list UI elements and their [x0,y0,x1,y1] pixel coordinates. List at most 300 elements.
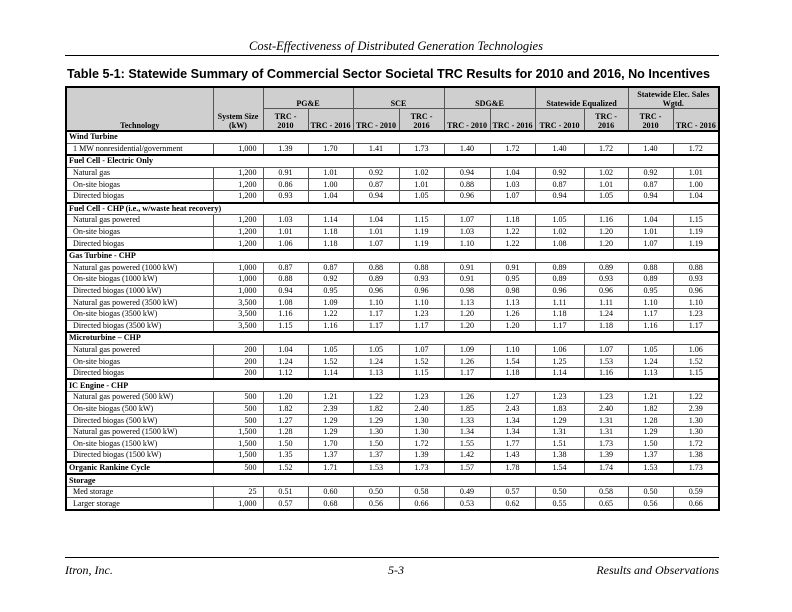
trc-value-cell: 1.16 [628,320,673,332]
trc-value-cell: 1.14 [535,367,584,379]
trc-value-cell: 1.04 [353,215,399,227]
trc-value-cell: 1.31 [584,426,628,438]
trc-value-cell: 1.29 [353,415,399,427]
technology-cell: Natural gas powered [66,215,213,227]
technology-cell: Natural gas powered (1500 kW) [66,426,213,438]
trc-value-cell: 0.49 [444,486,490,498]
trc-value-cell: 0.87 [628,179,673,191]
trc-value-cell: 1.52 [308,356,353,368]
group-header-row [66,155,719,167]
trc-value-cell: 1.30 [673,426,719,438]
trc-value-cell: 1.18 [535,308,584,320]
trc-value-cell: 1.23 [399,392,444,404]
table-row [66,308,719,320]
table-title: Table 5-1: Statewide Summary of Commercial Sector Societal TRC Results for 2010 and 2016, No Incentives [67,67,710,81]
header-sce: SCE [353,87,444,109]
trc-value-cell: 0.91 [490,262,535,274]
trc-value-cell: 1.20 [444,308,490,320]
trc-value-cell: 1.82 [628,403,673,415]
trc-value-cell: 1.04 [263,344,308,356]
technology-cell: On-site biogas (3500 kW) [66,308,213,320]
technology-cell: Natural gas powered (500 kW) [66,392,213,404]
trc-value-cell: 0.96 [584,285,628,297]
trc-value-cell: 1.34 [444,426,490,438]
trc-value-cell: 1.50 [628,438,673,450]
trc-value-cell: 1.73 [584,438,628,450]
system-size-cell: 1,200 [213,226,263,238]
trc-value-cell: 1.15 [673,367,719,379]
trc-value-cell: 1.01 [628,226,673,238]
trc-value-cell: 1.06 [263,238,308,250]
trc-value-cell: 0.87 [535,179,584,191]
trc-value-cell: 1.40 [444,143,490,155]
trc-value-cell: 1.73 [399,143,444,155]
system-size-cell: 200 [213,356,263,368]
trc-value-cell: 1.21 [628,392,673,404]
trc-value-cell: 1.37 [308,450,353,462]
table-row [66,143,719,155]
trc-value-cell: 1.33 [444,415,490,427]
trc-value-cell: 1.23 [673,308,719,320]
trc-value-cell: 1.73 [399,462,444,475]
trc-value-cell: 1.41 [353,143,399,155]
trc-value-cell: 1.17 [444,367,490,379]
trc-value-cell: 1.08 [535,238,584,250]
header-system-size: System Size (kW) [213,109,263,132]
trc-value-cell: 0.58 [584,486,628,498]
trc-value-cell: 1.30 [399,415,444,427]
trc-value-cell: 1.05 [353,344,399,356]
trc-value-cell: 1.26 [490,308,535,320]
trc-value-cell: 1.22 [353,392,399,404]
trc-value-cell: 1.53 [353,462,399,475]
trc-value-cell: 1.40 [628,143,673,155]
system-size-cell: 1,000 [213,285,263,297]
trc-value-cell: 1.08 [263,297,308,309]
page-number: 5-3 [388,563,404,577]
group-header-row [66,250,719,262]
trc-value-cell: 1.23 [584,392,628,404]
trc-value-cell: 1.19 [673,238,719,250]
trc-value-cell: 1.73 [673,462,719,475]
trc-value-cell: 1.30 [399,426,444,438]
trc-value-cell: 1.20 [584,238,628,250]
trc-value-cell: 0.92 [308,274,353,286]
trc-value-cell: 1.07 [490,190,535,202]
trc-value-cell: 1.18 [308,238,353,250]
trc-value-cell: 2.39 [308,403,353,415]
table-row [66,498,719,510]
trc-value-cell: 1.34 [490,415,535,427]
trc-value-cell: 1.74 [584,462,628,475]
trc-value-cell: 1.13 [353,367,399,379]
system-size-cell: 25 [213,486,263,498]
table-row [66,344,719,356]
header-technology: Technology [66,109,213,132]
system-size-cell: 3,500 [213,320,263,332]
system-size-cell: 200 [213,367,263,379]
table-row [66,274,719,286]
trc-value-cell: 0.91 [444,274,490,286]
trc-value-cell: 1.06 [535,344,584,356]
table-row [66,190,719,202]
trc-value-cell: 1.00 [673,179,719,191]
trc-results-table [65,86,720,511]
trc-value-cell: 0.60 [308,486,353,498]
header-trc-2010: TRC - 2010 [535,109,584,132]
trc-value-cell: 1.29 [535,415,584,427]
trc-value-cell: 1.15 [399,215,444,227]
trc-value-cell: 1.07 [353,238,399,250]
trc-value-cell: 1.04 [308,190,353,202]
system-size-cell: 1,200 [213,167,263,179]
trc-value-cell: 1.29 [308,415,353,427]
trc-value-cell: 0.94 [628,190,673,202]
trc-value-cell: 0.88 [263,274,308,286]
table-row [66,392,719,404]
trc-value-cell: 1.03 [490,179,535,191]
trc-value-cell: 1.52 [673,356,719,368]
trc-value-cell: 1.26 [444,356,490,368]
header-blank [213,87,263,109]
trc-value-cell: 1.16 [584,215,628,227]
header-trc-2016: TRC - 2016 [490,109,535,132]
trc-value-cell: 1.16 [584,367,628,379]
header-rule [65,55,719,56]
trc-value-cell: 0.89 [353,274,399,286]
trc-value-cell: 1.53 [628,462,673,475]
header-pge: PG&E [263,87,353,109]
trc-value-cell: 1.20 [490,320,535,332]
trc-value-cell: 0.93 [263,190,308,202]
group-header-row [66,379,719,391]
group-label: Storage [66,474,719,486]
header-trc-2016: TRC - 2016 [673,109,719,132]
trc-value-cell: 1.01 [263,226,308,238]
trc-value-cell: 0.89 [535,274,584,286]
trc-value-cell: 1.72 [584,143,628,155]
trc-value-cell: 1.02 [535,226,584,238]
group-label: Gas Turbine - CHP [66,250,719,262]
trc-value-cell: 1.20 [263,392,308,404]
group-header-row [66,131,719,143]
trc-value-cell: 1.19 [673,226,719,238]
trc-value-cell: 1.20 [584,226,628,238]
system-size-cell: 1,500 [213,438,263,450]
system-size-cell: 1,500 [213,426,263,438]
system-size-cell: 1,000 [213,143,263,155]
system-size-cell: 1,200 [213,238,263,250]
trc-value-cell: 0.96 [444,190,490,202]
trc-value-cell: 1.12 [263,367,308,379]
trc-value-cell: 1.18 [490,367,535,379]
trc-value-cell: 1.30 [673,415,719,427]
trc-value-cell: 1.17 [535,320,584,332]
technology-cell: Larger storage [66,498,213,510]
trc-value-cell: 0.59 [673,486,719,498]
trc-value-cell: 1.16 [308,320,353,332]
trc-value-cell: 1.10 [353,297,399,309]
system-size-cell: 1,200 [213,179,263,191]
trc-value-cell: 1.19 [399,226,444,238]
trc-value-cell: 1.10 [444,238,490,250]
trc-value-cell: 1.17 [628,308,673,320]
system-size-cell: 500 [213,392,263,404]
table-row [66,356,719,368]
group-label: Fuel Cell - Electric Only [66,155,719,167]
system-size-cell: 500 [213,403,263,415]
trc-value-cell: 0.98 [444,285,490,297]
trc-value-cell: 0.89 [535,262,584,274]
trc-value-cell: 0.92 [628,167,673,179]
trc-value-cell: 0.62 [490,498,535,510]
footer-right: Results and Observations [596,563,719,577]
trc-value-cell: 0.50 [628,486,673,498]
trc-value-cell: 0.95 [490,274,535,286]
trc-value-cell: 0.50 [353,486,399,498]
trc-value-cell: 1.24 [628,356,673,368]
header-trc-2016: TRC - 2016 [584,109,628,132]
trc-value-cell: 1.25 [535,356,584,368]
trc-value-cell: 1.23 [399,308,444,320]
trc-value-cell: 2.39 [673,403,719,415]
technology-cell: On-site biogas (500 kW) [66,403,213,415]
trc-value-cell: 1.42 [444,450,490,462]
trc-value-cell: 1.17 [353,320,399,332]
trc-value-cell: 1.24 [584,308,628,320]
trc-value-cell: 0.66 [399,498,444,510]
trc-value-cell: 1.40 [535,143,584,155]
trc-value-cell: 1.01 [399,179,444,191]
trc-value-cell: 1.11 [535,297,584,309]
trc-value-cell: 0.88 [628,262,673,274]
trc-value-cell: 0.68 [308,498,353,510]
trc-value-cell: 1.52 [399,356,444,368]
trc-value-cell: 1.05 [535,215,584,227]
trc-value-cell: 1.70 [308,438,353,450]
header-sdge: SDG&E [444,87,535,109]
trc-value-cell: 1.15 [673,215,719,227]
trc-value-cell: 1.27 [490,392,535,404]
trc-value-cell: 1.02 [399,167,444,179]
trc-value-cell: 0.94 [535,190,584,202]
trc-value-cell: 1.10 [628,297,673,309]
table-row [66,450,719,462]
technology-cell: On-site biogas [66,179,213,191]
trc-value-cell: 1.22 [673,392,719,404]
trc-value-cell: 1.15 [399,367,444,379]
trc-value-cell: 1.38 [535,450,584,462]
trc-value-cell: 1.17 [399,320,444,332]
trc-value-cell: 1.82 [353,403,399,415]
system-size-cell: 1,000 [213,498,263,510]
trc-value-cell: 1.55 [444,438,490,450]
trc-value-cell: 1.39 [399,450,444,462]
trc-value-cell: 0.96 [399,285,444,297]
system-size-cell: 200 [213,344,263,356]
trc-value-cell: 1.10 [490,344,535,356]
trc-value-cell: 1.14 [308,215,353,227]
trc-value-cell: 1.04 [628,215,673,227]
trc-value-cell: 1.71 [308,462,353,475]
trc-value-cell: 1.78 [490,462,535,475]
header-blank [66,87,213,109]
table-row [66,215,719,227]
group-header-row [66,474,719,486]
trc-value-cell: 1.04 [490,167,535,179]
trc-value-cell: 1.19 [399,238,444,250]
trc-value-cell: 0.57 [490,486,535,498]
group-header-row [66,332,719,344]
table-row [66,367,719,379]
technology-cell: Natural gas [66,167,213,179]
trc-value-cell: 0.51 [263,486,308,498]
group-label: Fuel Cell - CHP (i.e., w/waste heat recovery) [66,203,719,215]
technology-cell: Directed biogas (1000 kW) [66,285,213,297]
trc-value-cell: 1.17 [353,308,399,320]
trc-value-cell: 1.50 [353,438,399,450]
trc-value-cell: 1.06 [673,344,719,356]
trc-value-cell: 1.72 [673,438,719,450]
trc-value-cell: 1.01 [308,167,353,179]
system-size-cell: 500 [213,415,263,427]
system-size-cell: 1,200 [213,215,263,227]
trc-value-cell: 1.39 [584,450,628,462]
trc-value-cell: 1.13 [628,367,673,379]
table-row [66,179,719,191]
trc-value-cell: 1.38 [673,450,719,462]
trc-value-cell: 1.09 [444,344,490,356]
header-statewide-sales-weighted: Statewide Elec. Sales Wgtd. [628,87,719,109]
trc-value-cell: 1.05 [628,344,673,356]
trc-value-cell: 1.10 [399,297,444,309]
trc-value-cell: 0.87 [353,179,399,191]
technology-cell: On-site biogas [66,356,213,368]
group-label: Wind Turbine [66,131,719,143]
trc-value-cell: 1.83 [535,403,584,415]
trc-value-cell: 0.95 [308,285,353,297]
technology-cell: Directed biogas (500 kW) [66,415,213,427]
trc-value-cell: 1.54 [490,356,535,368]
system-size-cell: 1,000 [213,274,263,286]
trc-value-cell: 0.86 [263,179,308,191]
header-trc-2016: TRC - 2016 [399,109,444,132]
system-size-cell: 1,000 [213,262,263,274]
trc-value-cell: 1.43 [490,450,535,462]
trc-value-cell: 0.88 [444,179,490,191]
trc-value-cell: 1.22 [308,308,353,320]
table-row [66,238,719,250]
trc-value-cell: 1.72 [490,143,535,155]
trc-value-cell: 0.88 [353,262,399,274]
trc-value-cell: 1.07 [628,238,673,250]
technology-cell: Directed biogas [66,367,213,379]
trc-value-cell: 1.15 [263,320,308,332]
trc-value-cell: 0.93 [673,274,719,286]
trc-value-cell: 1.02 [584,167,628,179]
trc-value-cell: 1.01 [584,179,628,191]
system-size-cell: 3,500 [213,308,263,320]
header-trc-2010: TRC - 2010 [353,109,399,132]
trc-value-cell: 1.57 [444,462,490,475]
trc-value-cell: 1.01 [353,226,399,238]
trc-value-cell: 1.24 [263,356,308,368]
trc-value-cell: 1.51 [535,438,584,450]
trc-value-cell: 1.11 [584,297,628,309]
table-row [66,438,719,450]
trc-value-cell: 0.91 [263,167,308,179]
trc-value-cell: 1.27 [263,415,308,427]
trc-value-cell: 1.22 [490,226,535,238]
trc-value-cell: 1.70 [308,143,353,155]
technology-cell: Directed biogas [66,190,213,202]
trc-value-cell: 1.28 [628,415,673,427]
footer-rule [65,557,719,558]
technology-cell: Directed biogas [66,238,213,250]
trc-value-cell: 0.50 [535,486,584,498]
trc-value-cell: 0.92 [353,167,399,179]
running-head: Cost-Effectiveness of Distributed Generation Technologies [249,39,543,53]
trc-value-cell: 1.34 [490,426,535,438]
technology-cell: Organic Rankine Cycle [66,462,213,475]
technology-cell: Natural gas powered [66,344,213,356]
technology-cell: Natural gas powered (3500 kW) [66,297,213,309]
trc-value-cell: 1.09 [308,297,353,309]
trc-value-cell: 1.52 [263,462,308,475]
technology-cell: Med storage [66,486,213,498]
trc-value-cell: 1.31 [535,426,584,438]
group-header-row [66,203,719,215]
trc-value-cell: 0.58 [399,486,444,498]
header-trc-2016: TRC - 2016 [308,109,353,132]
trc-value-cell: 1.05 [584,190,628,202]
technology-cell: On-site biogas [66,226,213,238]
trc-value-cell: 0.87 [263,262,308,274]
group-label: Microturbine – CHP [66,332,719,344]
system-size-cell: 1,500 [213,450,263,462]
trc-value-cell: 1.28 [263,426,308,438]
table-row [66,462,719,475]
trc-value-cell: 1.39 [263,143,308,155]
trc-value-cell: 1.29 [628,426,673,438]
trc-value-cell: 1.03 [444,226,490,238]
trc-value-cell: 1.21 [308,392,353,404]
trc-value-cell: 1.07 [584,344,628,356]
trc-value-cell: 1.54 [535,462,584,475]
trc-value-cell: 0.56 [353,498,399,510]
trc-value-cell: 0.65 [584,498,628,510]
table-row [66,262,719,274]
group-label: IC Engine - CHP [66,379,719,391]
footer-left: Itron, Inc. [65,563,113,577]
table-row [66,486,719,498]
trc-value-cell: 0.96 [353,285,399,297]
technology-cell: On-site biogas (1000 kW) [66,274,213,286]
table-row [66,426,719,438]
trc-value-cell: 1.29 [308,426,353,438]
table-row [66,297,719,309]
technology-cell: On-site biogas (1500 kW) [66,438,213,450]
trc-value-cell: 2.40 [584,403,628,415]
trc-value-cell: 1.35 [263,450,308,462]
trc-value-cell: 0.94 [263,285,308,297]
trc-value-cell: 1.20 [444,320,490,332]
system-size-cell: 3,500 [213,297,263,309]
trc-value-cell: 1.37 [353,450,399,462]
table-row [66,167,719,179]
trc-value-cell: 1.16 [263,308,308,320]
technology-cell: 1 MW nonresidential/government [66,143,213,155]
